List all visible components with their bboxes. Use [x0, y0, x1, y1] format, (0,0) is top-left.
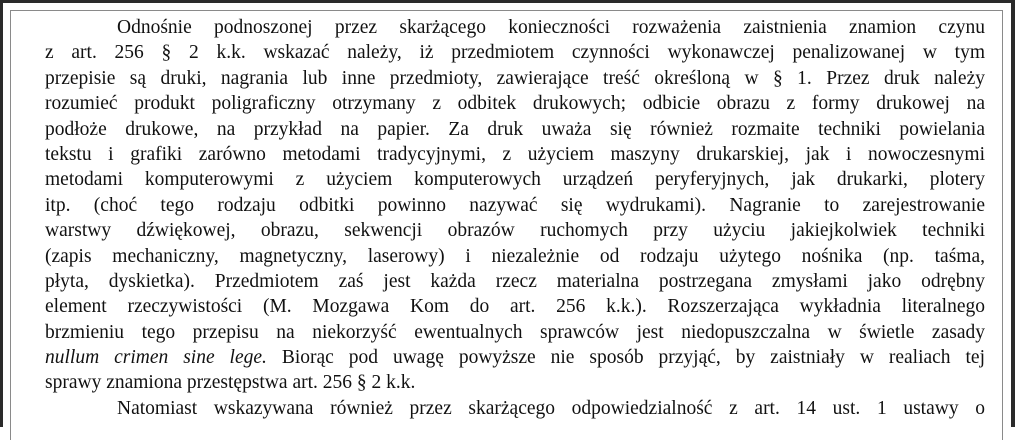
text-line: przepisie są druki, nagrania lub inne przedmioty, zawierające treść określoną w § 1. Przez druk należy: [45, 67, 985, 89]
text-line: element rzeczywistości (M. Mozgawa Kom do art. 256 k.k.). Rozszerzająca wykładnia literalnego: [45, 296, 985, 318]
paragraph-2: [45, 396, 985, 419]
latin-maxim: nullum crimen sine lege.: [45, 347, 267, 369]
text-line: tekstu i grafiki zarówno metodami tradycyjnymi, z użyciem maszyny drukarskiej, jak i nowoczesnymi: [45, 143, 985, 165]
text-line-last: sprawy znamiona przestępstwa art. 256 § 2 k.k.: [45, 372, 416, 394]
text-line: metodami komputerowymi z użyciem komputerowych urządzeń peryferyjnych, jak drukarki, plotery: [45, 169, 985, 191]
text-line: płyta, dyskietka). Przedmiotem zaś jest każda rzecz materialna postrzegana zmysłami jako odrębny: [45, 270, 985, 292]
text-line: podłoże drukowe, na przykład na papier. Za druk uważa się również rozmaite techniki powielania: [45, 118, 985, 140]
text-line: itp. (choć tego rodzaju odbitki powinno nazywać się wydrukami). Nagranie to zarejestrowanie: [45, 194, 985, 216]
text-line: rozumieć produkt poligraficzny otrzymany z odbitek drukowych; odbicie obrazu z formy drukowej na: [45, 93, 985, 115]
text-line: (zapis mechaniczny, magnetyczny, laserowy) i niezależnie od rodzaju użytego nośnika (np. taśma,: [45, 245, 985, 267]
text-line-mixed: [45, 345, 985, 370]
text-line-cut-off: Natomiast wskazywana również przez skarżącego odpowiedzialność z art. 14 ust. 1 ustawy o: [117, 397, 985, 419]
text-line: Odnośnie podnoszonej przez skarżącego konieczności rozważenia zaistnienia znamion czynu: [117, 17, 985, 38]
document-page: [45, 15, 985, 419]
text-line: z art. 256 § 2 k.k. wskazać należy, iż przedmiotem czynności wykonawczej penalizowanej w tym: [45, 42, 985, 64]
text-line-rest: Biorąc pod uwagę powyższe nie sposób przyjąć, by zaistniały w realiach tej: [266, 347, 985, 369]
paragraph-1: [45, 15, 985, 396]
text-line: warstwy dźwiękowej, obrazu, sekwencji obrazów ruchomych przy użyciu jakiejkolwiek techniki: [45, 220, 985, 242]
text-line: brzmieniu tego przepisu na niekorzyść ewentualnych sprawców jest niedopuszczalna w świetle zasady: [45, 321, 985, 343]
